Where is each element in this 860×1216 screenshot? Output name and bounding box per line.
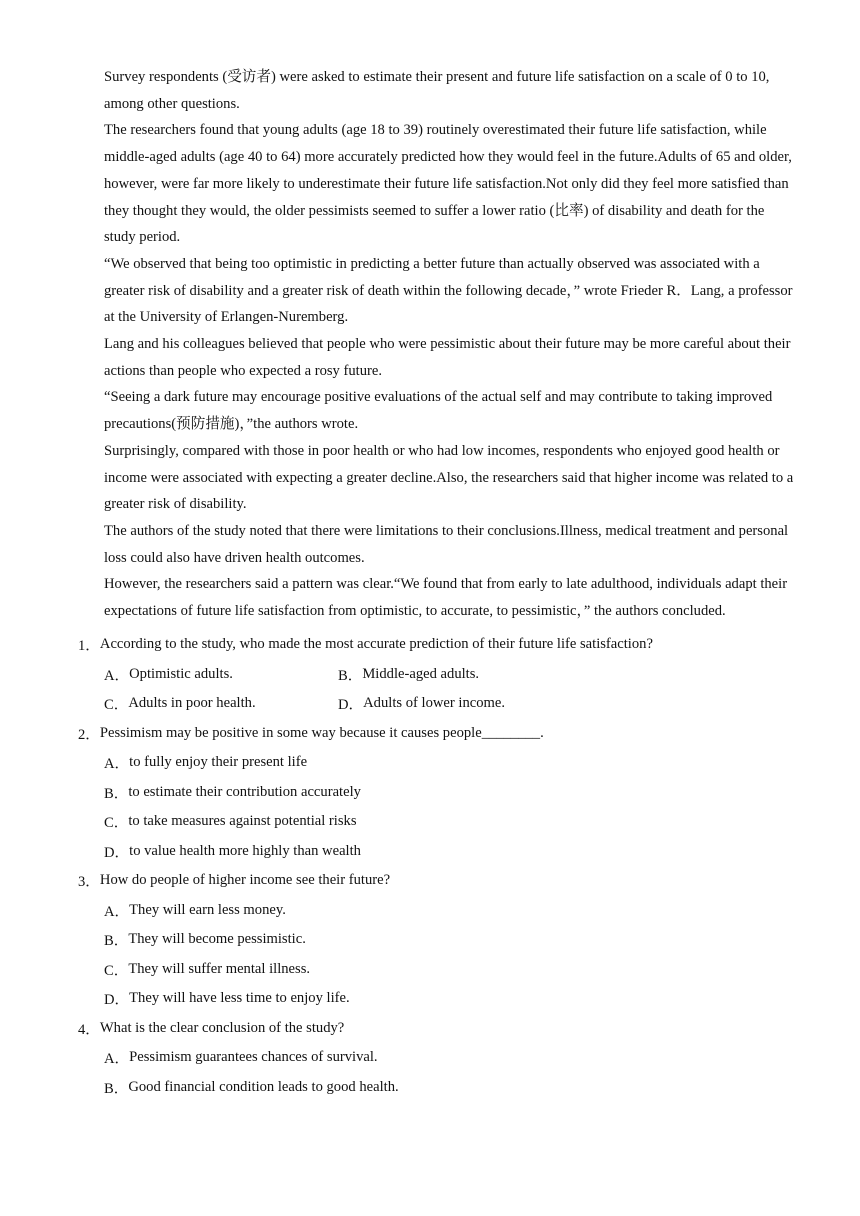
passage-paragraph: Survey respondents (受访者) were asked to estimate their present and future life satisfaction on a scale of 0 to 10, among other questions.	[104, 69, 770, 112]
answer-options	[104, 660, 794, 719]
option-text: Adults of lower income.	[363, 695, 505, 712]
question-list	[78, 630, 794, 1102]
option-d[interactable]	[104, 837, 794, 867]
question-3	[78, 866, 794, 1014]
question-4	[78, 1014, 794, 1103]
option-b[interactable]	[104, 778, 794, 808]
option-b[interactable]	[104, 1073, 794, 1103]
option-letter: A．	[104, 1051, 130, 1068]
answer-options	[104, 1043, 794, 1102]
option-letter: B．	[338, 667, 363, 684]
option-c[interactable]	[104, 807, 794, 837]
answer-options	[104, 748, 794, 866]
passage-paragraph: “We observed that being too optimistic in predicting a better future than actually observed was associated with a greater risk of disability and a greater risk of death within the following decade，” wrote Frieder R．Lang, a professor at the University of Erlangen-Nuremberg.	[104, 255, 793, 326]
option-d[interactable]	[104, 984, 794, 1014]
option-letter: B．	[104, 785, 129, 802]
option-text: Adults in poor health.	[128, 695, 256, 712]
option-text: Good financial condition leads to good health.	[128, 1078, 399, 1095]
question-stem	[78, 719, 794, 749]
option-text: to take measures against potential risks	[128, 813, 357, 830]
option-text: Optimistic adults.	[129, 665, 233, 682]
passage-paragraph: The researchers found that young adults (age 18 to 39) routinely overestimated their future life satisfaction, while middle-aged adults (age 40 to 64) more accurately predicted how they would feel in the future.Adults of 65 and older, however, were far more likely to underestimate their future life satisfaction.Not only did they feel more satisfied than they thought they would, the older pessimists seemed to suffer a lower ratio (比率) of disability and death for the study period.	[104, 122, 792, 246]
option-a[interactable]	[104, 1043, 794, 1073]
option-letter: C．	[104, 962, 129, 979]
question-stem	[78, 1014, 794, 1044]
option-letter: D．	[104, 992, 130, 1009]
question-text: Pessimism may be positive in some way because it causes people________.	[99, 724, 544, 741]
passage-paragraph: Surprisingly, compared with those in poor health or who had low incomes, respondents who enjoyed good health or income were associated with expecting a greater decline.Also, the researchers said that higher income was related to a greater risk of disability.	[104, 442, 794, 513]
option-text: to value health more highly than wealth	[129, 842, 361, 859]
option-c[interactable]	[104, 955, 794, 985]
option-a[interactable]	[104, 748, 794, 778]
passage-paragraph: Lang and his colleagues believed that people who were pessimistic about their future may be more careful about their actions than people who expected a rosy future.	[104, 336, 791, 379]
option-text: They will become pessimistic.	[128, 931, 306, 948]
option-text: to estimate their contribution accurately	[128, 783, 361, 800]
option-text: They will earn less money.	[129, 901, 286, 918]
option-letter: A．	[104, 667, 130, 684]
passage-paragraph: The authors of the study noted that there were limitations to their conclusions.Illness, medical treatment and personal loss could also have driven health outcomes.	[104, 522, 789, 566]
question-number: 1．	[78, 638, 100, 655]
option-a[interactable]	[104, 896, 794, 926]
question-number: 4．	[78, 1021, 100, 1038]
option-b[interactable]	[104, 925, 794, 955]
option-letter: C．	[104, 815, 129, 832]
question-number: 3．	[78, 874, 100, 891]
question-1	[78, 630, 794, 719]
question-2	[78, 719, 794, 867]
option-letter: B．	[104, 933, 129, 950]
question-text: What is the clear conclusion of the study?	[99, 1019, 345, 1036]
answer-options	[104, 896, 794, 1014]
question-text: According to the study, who made the most accurate prediction of their future life satisfaction?	[99, 636, 653, 653]
option-text: to fully enjoy their present life	[129, 754, 308, 771]
passage-paragraph: However, the researchers said a pattern was clear.“We found that from early to late adulthood, individuals adapt their expectations of future life satisfaction from optimistic, to accurate, to pessimistic，” the authors concluded.	[104, 576, 788, 620]
option-c[interactable]	[104, 689, 338, 719]
option-letter: C．	[104, 697, 129, 714]
option-d[interactable]	[338, 689, 638, 719]
option-text: Pessimism guarantees chances of survival.	[129, 1049, 378, 1066]
question-number: 2．	[78, 726, 100, 743]
option-letter: D．	[338, 697, 364, 714]
question-text: How do people of higher income see their future?	[99, 872, 391, 889]
option-letter: A．	[104, 756, 130, 773]
option-letter: D．	[104, 844, 130, 861]
option-letter: B．	[104, 1080, 129, 1097]
question-stem	[78, 630, 794, 660]
option-text: Middle-aged adults.	[362, 665, 480, 682]
question-stem	[78, 866, 794, 896]
option-a[interactable]	[104, 660, 338, 690]
passage-paragraph: “Seeing a dark future may encourage positive evaluations of the actual self and may contribute to taking improved precautions(预防措施)，”the authors wrote.	[104, 389, 773, 433]
option-text: They will suffer mental illness.	[128, 960, 311, 977]
reading-passage	[104, 64, 794, 625]
option-text: They will have less time to enjoy life.	[129, 990, 350, 1007]
option-b[interactable]	[338, 660, 638, 690]
option-letter: A．	[104, 903, 130, 920]
